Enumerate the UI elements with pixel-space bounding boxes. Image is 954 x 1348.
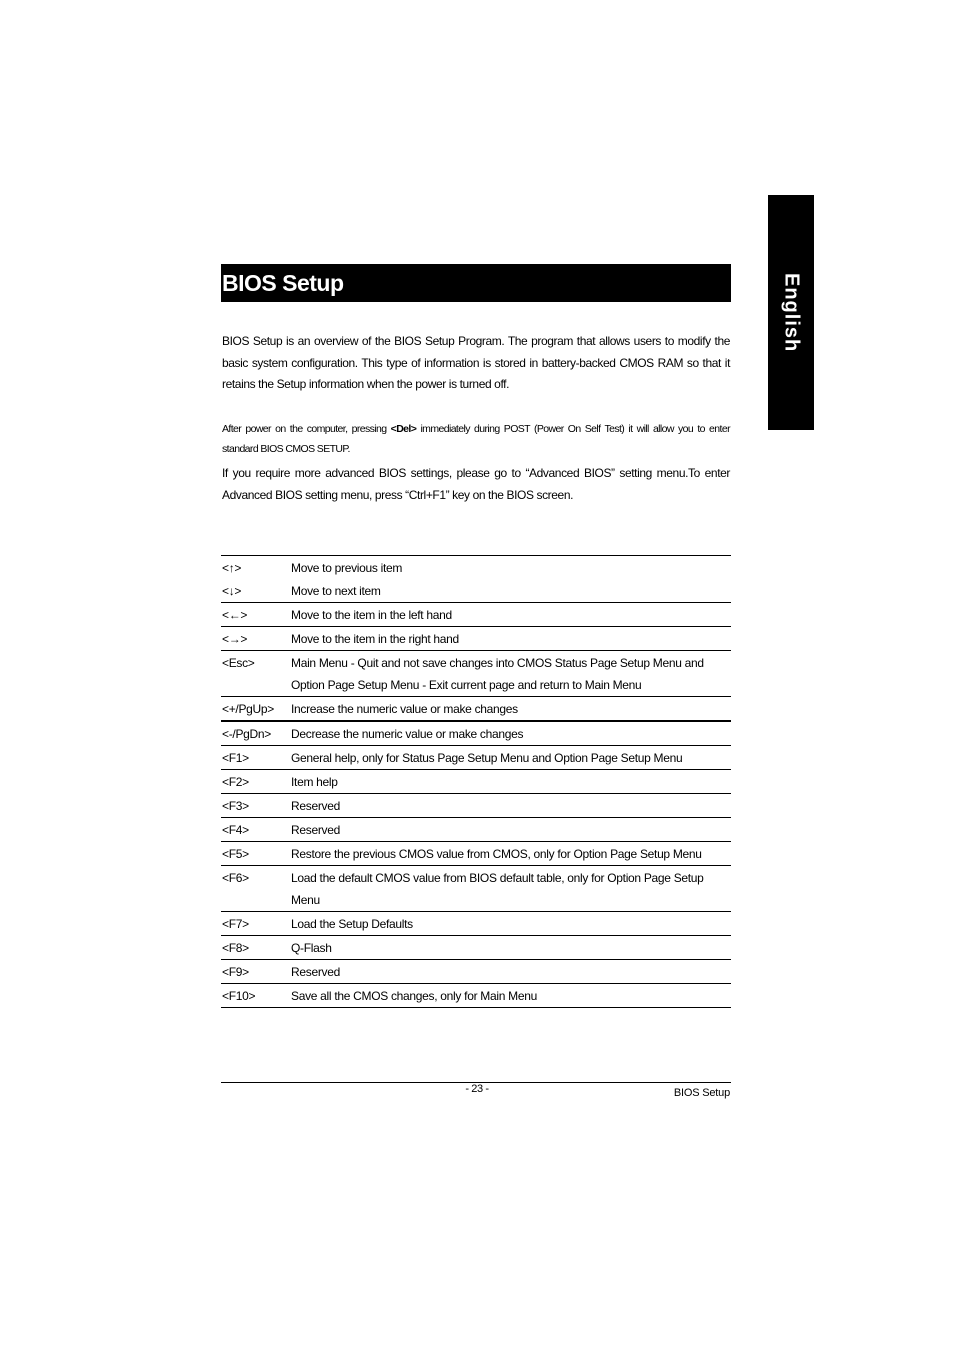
desc-cell: Move to next item [291,584,381,598]
table-row [221,697,731,722]
footer-section-title: BIOS Setup [673,1087,730,1099]
key-cell: <→> [222,632,248,646]
key-cell: <F4> [222,823,249,837]
key-cell: <F5> [222,847,249,861]
key-cell: <F3> [222,799,249,813]
page-title: BIOS Setup [222,269,344,296]
table-row [221,984,731,1008]
table-row [221,960,731,984]
key-cell: <←> [222,608,248,622]
del-text-before: After power on the computer, pressing [222,423,391,435]
key-cell: <F7> [222,917,249,931]
del-key-label: <Del> [390,423,417,435]
table-row [221,936,731,960]
desc-cell: Load the default CMOS value from BIOS default table, only for Option Page Setup Menu [291,871,704,907]
table-row [221,627,731,651]
table-row [221,603,731,627]
del-text-after: immediately during POST (Power On Self Test) it will allow you to enter standard BIOS CMOS SETUP. [222,423,730,455]
desc-cell: Move to previous item [291,561,403,575]
key-cell: <F10> [222,989,256,1003]
key-cell: <F2> [222,775,249,789]
table-row [221,556,731,580]
key-cell: <Esc> [222,656,255,670]
page-number: - 23 - [465,1083,489,1095]
desc-cell: Item help [291,775,338,789]
del-key-paragraph [222,419,730,459]
table-row [221,866,731,912]
desc-cell: Main Menu - Quit and not save changes into CMOS Status Page Setup Menu and Option Page Setup Menu - Exit current page and return to Main Menu [291,656,704,692]
side-tab-label: English [780,272,803,353]
desc-cell: General help, only for Status Page Setup Menu and Option Page Setup Menu [291,751,683,765]
side-language-tab [768,195,814,430]
desc-cell: Reserved [291,823,340,837]
desc-cell: Move to the item in the right hand [291,632,459,646]
intro-paragraph: BIOS Setup is an overview of the BIOS Setup Program. The program that allows users to modify the basic system configuration. This type of information is stored in battery-backed CMOS RAM so that it retains the Setup information when the power is turned off. [222,334,730,391]
desc-cell: Q-Flash [291,941,332,955]
table-row [221,794,731,818]
desc-cell: Save all the CMOS changes, only for Main Menu [291,989,537,1003]
key-cell: <F6> [222,871,249,885]
key-cell: <-/PgDn> [222,727,271,741]
table-row [221,818,731,842]
table-row [221,912,731,936]
desc-cell: Load the Setup Defaults [291,917,413,931]
advanced-bios-paragraph: If you require more advanced BIOS settings, please go to “Advanced BIOS” setting menu.To enter Advanced BIOS setting menu, press “Ctrl+F1” key on the BIOS screen. [222,466,730,502]
table-row [221,746,731,770]
key-cell: <F1> [222,751,249,765]
table-row [221,579,731,603]
desc-cell: Decrease the numeric value or make changes [291,727,524,741]
desc-cell: Move to the item in the left hand [291,608,452,622]
key-cell: <↑> [222,561,242,575]
key-cell: <F9> [222,965,249,979]
key-function-table [221,555,731,1008]
table-row [221,721,731,746]
desc-cell: Reserved [291,965,340,979]
desc-cell: Increase the numeric value or make changes [291,702,518,716]
key-cell: <F8> [222,941,249,955]
desc-cell: Reserved [291,799,340,813]
table-row [221,770,731,794]
table-row [221,842,731,866]
desc-cell: Restore the previous CMOS value from CMOS, only for Option Page Setup Menu [291,847,702,861]
table-row [221,651,731,697]
section-title-bar [221,264,731,302]
key-cell: <+/PgUp> [222,702,274,716]
key-cell: <↓> [222,584,242,598]
